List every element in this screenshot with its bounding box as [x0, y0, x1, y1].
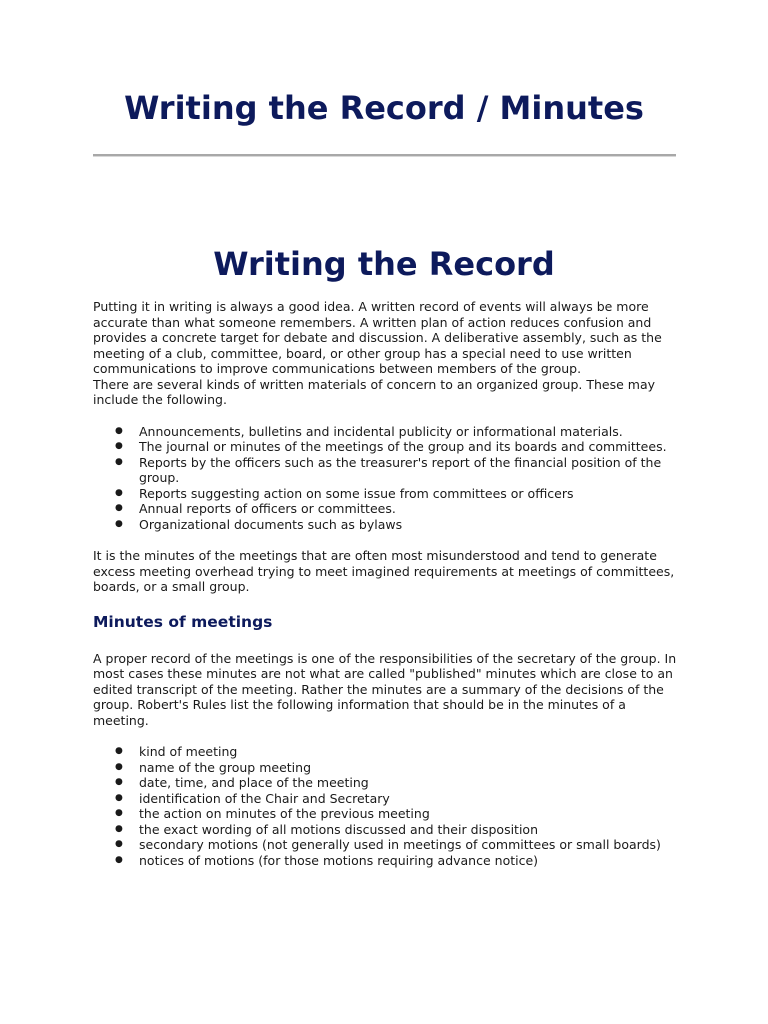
list-item-text: Reports by the officers such as the treasurer's report of the financial position of the group.	[139, 454, 662, 485]
bullet-icon: ●	[115, 518, 123, 529]
document-body	[93, 299, 683, 868]
list-item	[93, 760, 683, 776]
spacer	[93, 532, 683, 548]
bullet-icon: ●	[115, 808, 123, 818]
bullet-icon: ●	[115, 792, 123, 803]
list-item-text: kind of meeting	[139, 744, 238, 759]
section-title: Writing the Record	[213, 245, 555, 283]
list-item-text: Announcements, bulletins and incidental publicity or informational materials.	[139, 423, 623, 439]
list-item-text: Organizational documents such as bylaws	[139, 516, 403, 532]
list-item-text: Annual reports of officers or committees.	[139, 501, 396, 516]
intro-paragraph-continued: There are several kinds of written materials of concern to an organized group. These may include the following.	[93, 376, 656, 407]
title-divider	[93, 154, 676, 157]
list-item-text: identification of the Chair and Secretary	[139, 790, 390, 806]
spacer	[93, 595, 683, 611]
list-item	[93, 806, 683, 822]
list-item	[93, 837, 683, 853]
materials-list	[93, 424, 683, 533]
list-item-text: name of the group meeting	[139, 759, 311, 775]
spacer	[93, 408, 683, 424]
spacer	[93, 728, 683, 744]
list-item	[93, 439, 683, 455]
list-item-text: the exact wording of all motions discussed and their disposition	[139, 821, 539, 837]
bullet-icon: ●	[115, 777, 123, 787]
bullet-icon: ●	[115, 823, 123, 834]
bullet-icon: ●	[115, 854, 123, 865]
list-item-text: notices of motions (for those motions requiring advance notice)	[139, 852, 539, 868]
bullet-icon: ●	[115, 441, 123, 451]
list-item-text: The journal or minutes of the meetings of the group and its boards and committees.	[139, 439, 667, 454]
list-item	[93, 822, 683, 838]
minutes-contents-list	[93, 744, 683, 868]
spacer	[93, 633, 683, 651]
subheading-minutes-of-meetings: Minutes of meetings	[93, 612, 273, 631]
intro-paragraph: Putting it in writing is always a good idea. A written record of events will always be more accurate than what someone remembers. A written plan of action reduces confusion and provides a concrete target for debate and discussion. A deliberative assembly, such as the meeting of a club, committee, board, or other group has a special need to use written communications to improve communications between members of the group.	[93, 299, 662, 376]
list-item	[93, 791, 683, 807]
bullet-icon: ●	[115, 839, 123, 849]
list-item	[93, 424, 683, 440]
page-title: Writing the Record / Minutes	[124, 89, 644, 127]
list-item	[93, 455, 683, 486]
list-item	[93, 853, 683, 869]
list-item-text: the action on minutes of the previous meeting	[139, 806, 430, 821]
bullet-icon: ●	[115, 487, 123, 498]
list-item-text: Reports suggesting action on some issue from committees or officers	[139, 485, 574, 501]
bullet-icon: ●	[115, 456, 123, 467]
bullet-icon: ●	[115, 746, 123, 756]
minutes-paragraph: It is the minutes of the meetings that are often most misunderstood and tend to generate excess meeting overhead trying to meet imagined requirements at meetings of committees, boards, or a small group.	[93, 548, 675, 594]
bullet-icon: ●	[115, 425, 123, 436]
list-item	[93, 501, 683, 517]
list-item	[93, 486, 683, 502]
list-item-text: secondary motions (not generally used in meetings of committees or small boards)	[139, 837, 661, 852]
list-item	[93, 744, 683, 760]
record-paragraph: A proper record of the meetings is one of the responsibilities of the secretary of the group. In most cases these minutes are not what are called "published" minutes which are close to an edited transcript of the meeting. Rather the minutes are a summary of the decisions of the group. Robert's Rules list the following information that should be in the minutes of a meeting.	[93, 650, 677, 728]
list-item	[93, 517, 683, 533]
list-item-text: date, time, and place of the meeting	[139, 775, 369, 790]
bullet-icon: ●	[115, 761, 123, 772]
bullet-icon: ●	[115, 503, 123, 513]
list-item	[93, 775, 683, 791]
